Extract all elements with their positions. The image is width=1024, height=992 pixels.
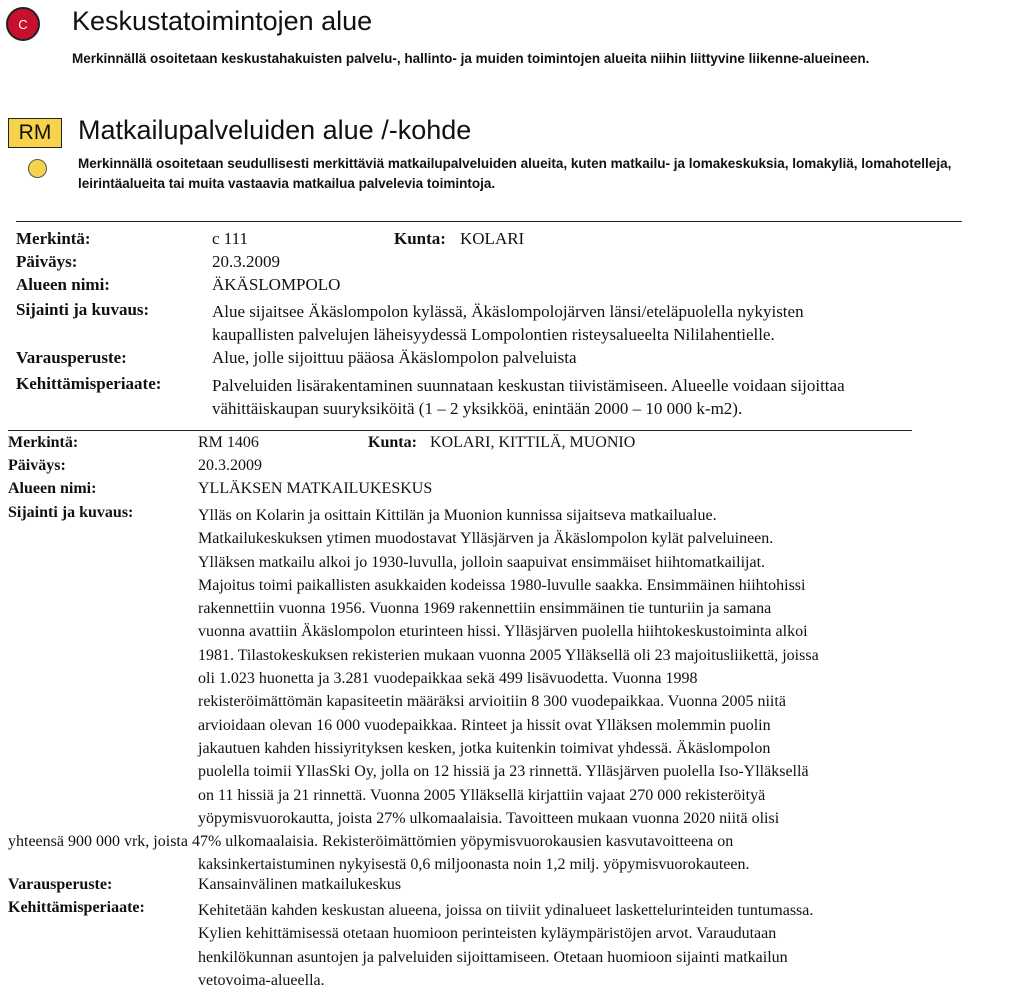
keskusta-title: Keskustatoimintojen alue bbox=[72, 6, 373, 36]
keskusta-symbol-icon: C bbox=[6, 7, 40, 41]
record2-paivays-value: 20.3.2009 bbox=[198, 457, 262, 474]
rm-dot-icon bbox=[28, 159, 47, 178]
record2-varausperuste-label: Varausperuste: bbox=[8, 876, 113, 893]
matkailu-title: Matkailupalveluiden alue /-kohde bbox=[78, 115, 472, 145]
record2-alueen-nimi-value: YLLÄKSEN MATKAILUKESKUS bbox=[198, 480, 433, 497]
record2-kehittamisperiaate-text: Kehitetään kahden keskustan alueena, joissa on tiiviit ydinalueet laskettelurinteiden tuntumassa. Kylien kehittämisessä otetaan huomioon perinteisten kyläympäristöjen arvot. Varaudutaan henkilökunnan asuntojen ja palveluiden sijoittamiseen. Otetaan huomioon sijainti matkailun vetovoima-alueella. bbox=[198, 902, 814, 989]
divider-record2-top bbox=[8, 430, 912, 431]
record1-sijainti-label: Sijainti ja kuvaus: bbox=[16, 300, 150, 319]
record1-kunta-label: Kunta: bbox=[394, 229, 446, 248]
record1-varausperuste-value: Alue, jolle sijoittuu pääosa Äkäslompolon palveluista bbox=[212, 348, 577, 367]
record2-merkinta-label: Merkintä: bbox=[8, 434, 79, 451]
record2-sijainti-continuation: yhteensä 900 000 vrk, joista 47% ulkomaalaisia. Rekisteröimättömien yöpymisvuorokausien kasvutavoitteena on bbox=[8, 833, 734, 850]
record2-kehittamisperiaate-label: Kehittämisperiaate: bbox=[8, 899, 145, 916]
record2-alueen-nimi-label: Alueen nimi: bbox=[8, 480, 97, 497]
record2-sijainti-continuation-2: kaksinkertaistuminen nykyisestä 0,6 miljoonasta noin 1,2 milj. yöpymisvuorokauteen. bbox=[198, 856, 750, 873]
record2-varausperuste-value: Kansainvälinen matkailukeskus bbox=[198, 876, 402, 893]
record1-paivays-value: 20.3.2009 bbox=[212, 252, 280, 271]
rm-symbol-icon: RM bbox=[8, 118, 62, 148]
record2-merkinta-value: RM 1406 bbox=[198, 434, 259, 451]
record1-paivays-label: Päiväys: bbox=[16, 252, 78, 271]
record1-sijainti-text: Alue sijaitsee Äkäslompolon kylässä, Äkäslompolojärven länsi/eteläpuolella nykyisten kaupallisten palvelujen läheisyydessä Lompolontien risteysalueelta Nililahentielle. bbox=[212, 302, 804, 345]
record2-sijainti-label: Sijainti ja kuvaus: bbox=[8, 504, 134, 521]
divider-record1-top bbox=[16, 221, 962, 222]
keskusta-description: Merkinnällä osoitetaan keskustahakuisten palvelu-, hallinto- ja muiden toimintojen alueita niihin liittyvine liikenne-alueineen. bbox=[72, 51, 870, 66]
record1-kehittamisperiaate-text: Palveluiden lisärakentaminen suunnataan keskustan tiivistämiseen. Alueelle voidaan sijoittaa vähittäiskaupan suuryksiköitä (1 – 2 yksikköä, enintään 2000 – 10 000 k-m2). bbox=[212, 376, 845, 419]
record2-sijainti-text: Ylläs on Kolarin ja osittain Kittilän ja Muonion kunnissa sijaitseva matkailualue. Matkailukeskuksen ytimen muodostavat Ylläsjärven ja Äkäslompolon kylät palveluineen. Ylläksen matkailu alkoi jo 1930-luvulla, jolloin saapuivat ensimmäiset hiihtomatkailijat. Majoitus toimi paikallisten asukkaiden kodeissa 1980-luvulle saakka. Ensimmäinen hiihtohissi rakennettiin vuonna 1956. Vuonna 1969 rakennettiin ensimmäinen tie tunturiin ja samana vuonna avattiin Äkäslompolon eturinteen hissi. Ylläsjärven puolella hiihtokeskustoiminta alkoi 1981. Tilastokeskuksen rekisterien mukaan vuonna 2005 Ylläksellä oli 23 majoitusliikettä, joissa oli 1.023 huonetta ja 3.281 vuodepaikkaa sekä 499 lisävuodetta. Vuonna 1998 rekisteröimättömän kapasiteetin määräksi arvioitiin 8 300 vuodepaikkaa. Vuonna 2005 niitä arvioidaan olevan 16 000 vuodepaikkaa. Rinteet ja hissit ovat Ylläksen molemmin puolin jakautuen kahden hissiyrityksen kesken, jotka kuitenkin toimivat yhdessä. Äkäslompolon puolella toimii YllasSki Oy, jolla on 12 hissiä ja 23 rinnettä. Ylläsjärven puolella Iso-Ylläksellä on 11 hissiä ja 21 rinnettä. Vuonna 2005 Ylläksellä kirjattiin vajaat 270 000 rekisteröityä yöpymisvuorokautta, joista 27% ulkomaalaisia. Tavoitteen mukaan vuonna 2020 niitä olisi bbox=[198, 507, 819, 827]
record1-alueen-nimi-label: Alueen nimi: bbox=[16, 275, 110, 294]
record1-merkinta-value: c 111 bbox=[212, 229, 249, 248]
matkailu-description: Merkinnällä osoitetaan seudullisesti merkittäviä matkailupalveluiden alueita, kuten matkailu- ja lomakeskuksia, lomakyliä, lomahotelleja, leirintäalueita tai muita vastaavia matkailua palvelevia toimintoja. bbox=[78, 156, 952, 191]
record1-alueen-nimi-value: ÄKÄSLOMPOLO bbox=[212, 275, 341, 294]
record2-kunta-value: KOLARI, KITTILÄ, MUONIO bbox=[430, 434, 636, 451]
record2-paivays-label: Päiväys: bbox=[8, 457, 66, 474]
record2-kunta-label: Kunta: bbox=[368, 434, 417, 451]
record1-kunta-value: KOLARI bbox=[460, 229, 525, 248]
record1-kehittamisperiaate-label: Kehittämisperiaate: bbox=[16, 374, 162, 393]
record1-varausperuste-label: Varausperuste: bbox=[16, 348, 127, 367]
record1-merkinta-label: Merkintä: bbox=[16, 229, 91, 248]
